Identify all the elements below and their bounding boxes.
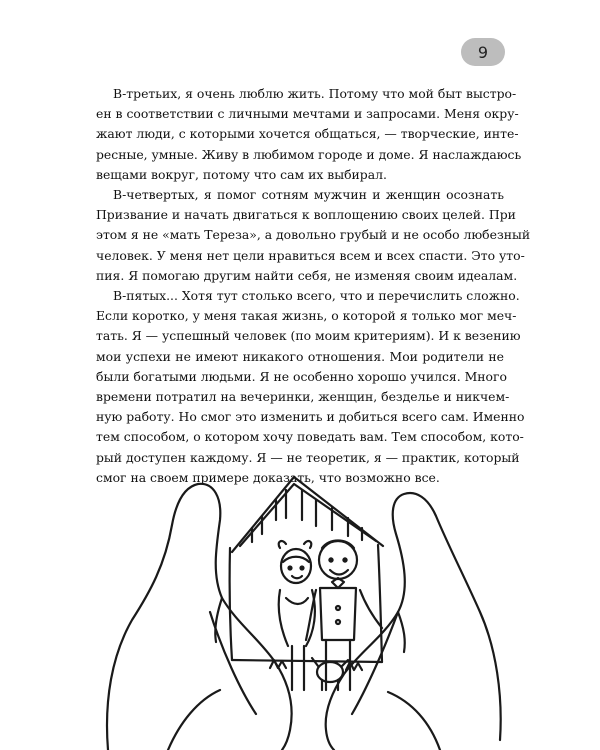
text-line: тем способом, о котором хочу поведать вам. Тем способом, кото-: [96, 429, 524, 445]
text-line: смог на своем примере доказать, что возможно все.: [96, 469, 440, 485]
text-line: человек. У меня нет цели нравиться всем и всех спасти. Это уто-: [96, 247, 525, 263]
text-line: времени потратил на вечеринки, женщин, безделье и никчем-: [96, 389, 510, 405]
text-line: Если коротко, у меня такая жизнь, о которой я только мог меч-: [96, 308, 517, 324]
text-line: жают люди, с которыми хочется общаться, — творческие, инте-: [96, 126, 519, 142]
text-line: тать. Я — успешный человек (по моим критериям). И к везению: [96, 328, 521, 344]
text-line: ресные, умные. Живу в любимом городе и доме. Я наслаждаюсь: [96, 146, 522, 162]
text-line: этом я не «мать Тереза», а довольно грубый и не особо любезный: [96, 227, 531, 243]
text-line: пия. Я помогаю другим найти себя, не изменяя своим идеалам.: [96, 267, 518, 283]
text-line: ную работу. Но смог это изменить и добиться всего сам. Именно: [96, 409, 525, 425]
text-line: были богатыми людьми. Я не особенно хорошо учился. Много: [96, 368, 507, 384]
text-line: ен в соответствии с личными мечтами и запросами. Меня окру-: [96, 106, 519, 122]
text-line: В-четвертых, я помог сотням мужчин и женщин осознать: [113, 187, 504, 203]
text-line: В-третьих, я очень люблю жить. Потому что мой быт выстро-: [113, 86, 517, 101]
girl-figure: [279, 541, 315, 690]
hands-house-illustration: [95, 468, 507, 750]
text-line: рый доступен каждому. Я — не теоретик, я — практик, который: [96, 449, 520, 465]
left-hand: [107, 484, 292, 750]
body-text: [96, 84, 531, 488]
right-hand: [326, 493, 501, 750]
dog-figure: [312, 658, 348, 690]
text-line: Призвание и начать двигаться к воплощению своих целей. При: [96, 207, 516, 223]
text-line: мои успехи не имеют никакого отношения. Мои родители не: [96, 348, 504, 364]
text-line: В-пятых... Хотя тут столько всего, что и перечислить сложно.: [113, 288, 520, 304]
page-number: 9: [461, 38, 505, 66]
text-line: вещами вокруг, потому что сам их выбирал.: [96, 166, 387, 182]
